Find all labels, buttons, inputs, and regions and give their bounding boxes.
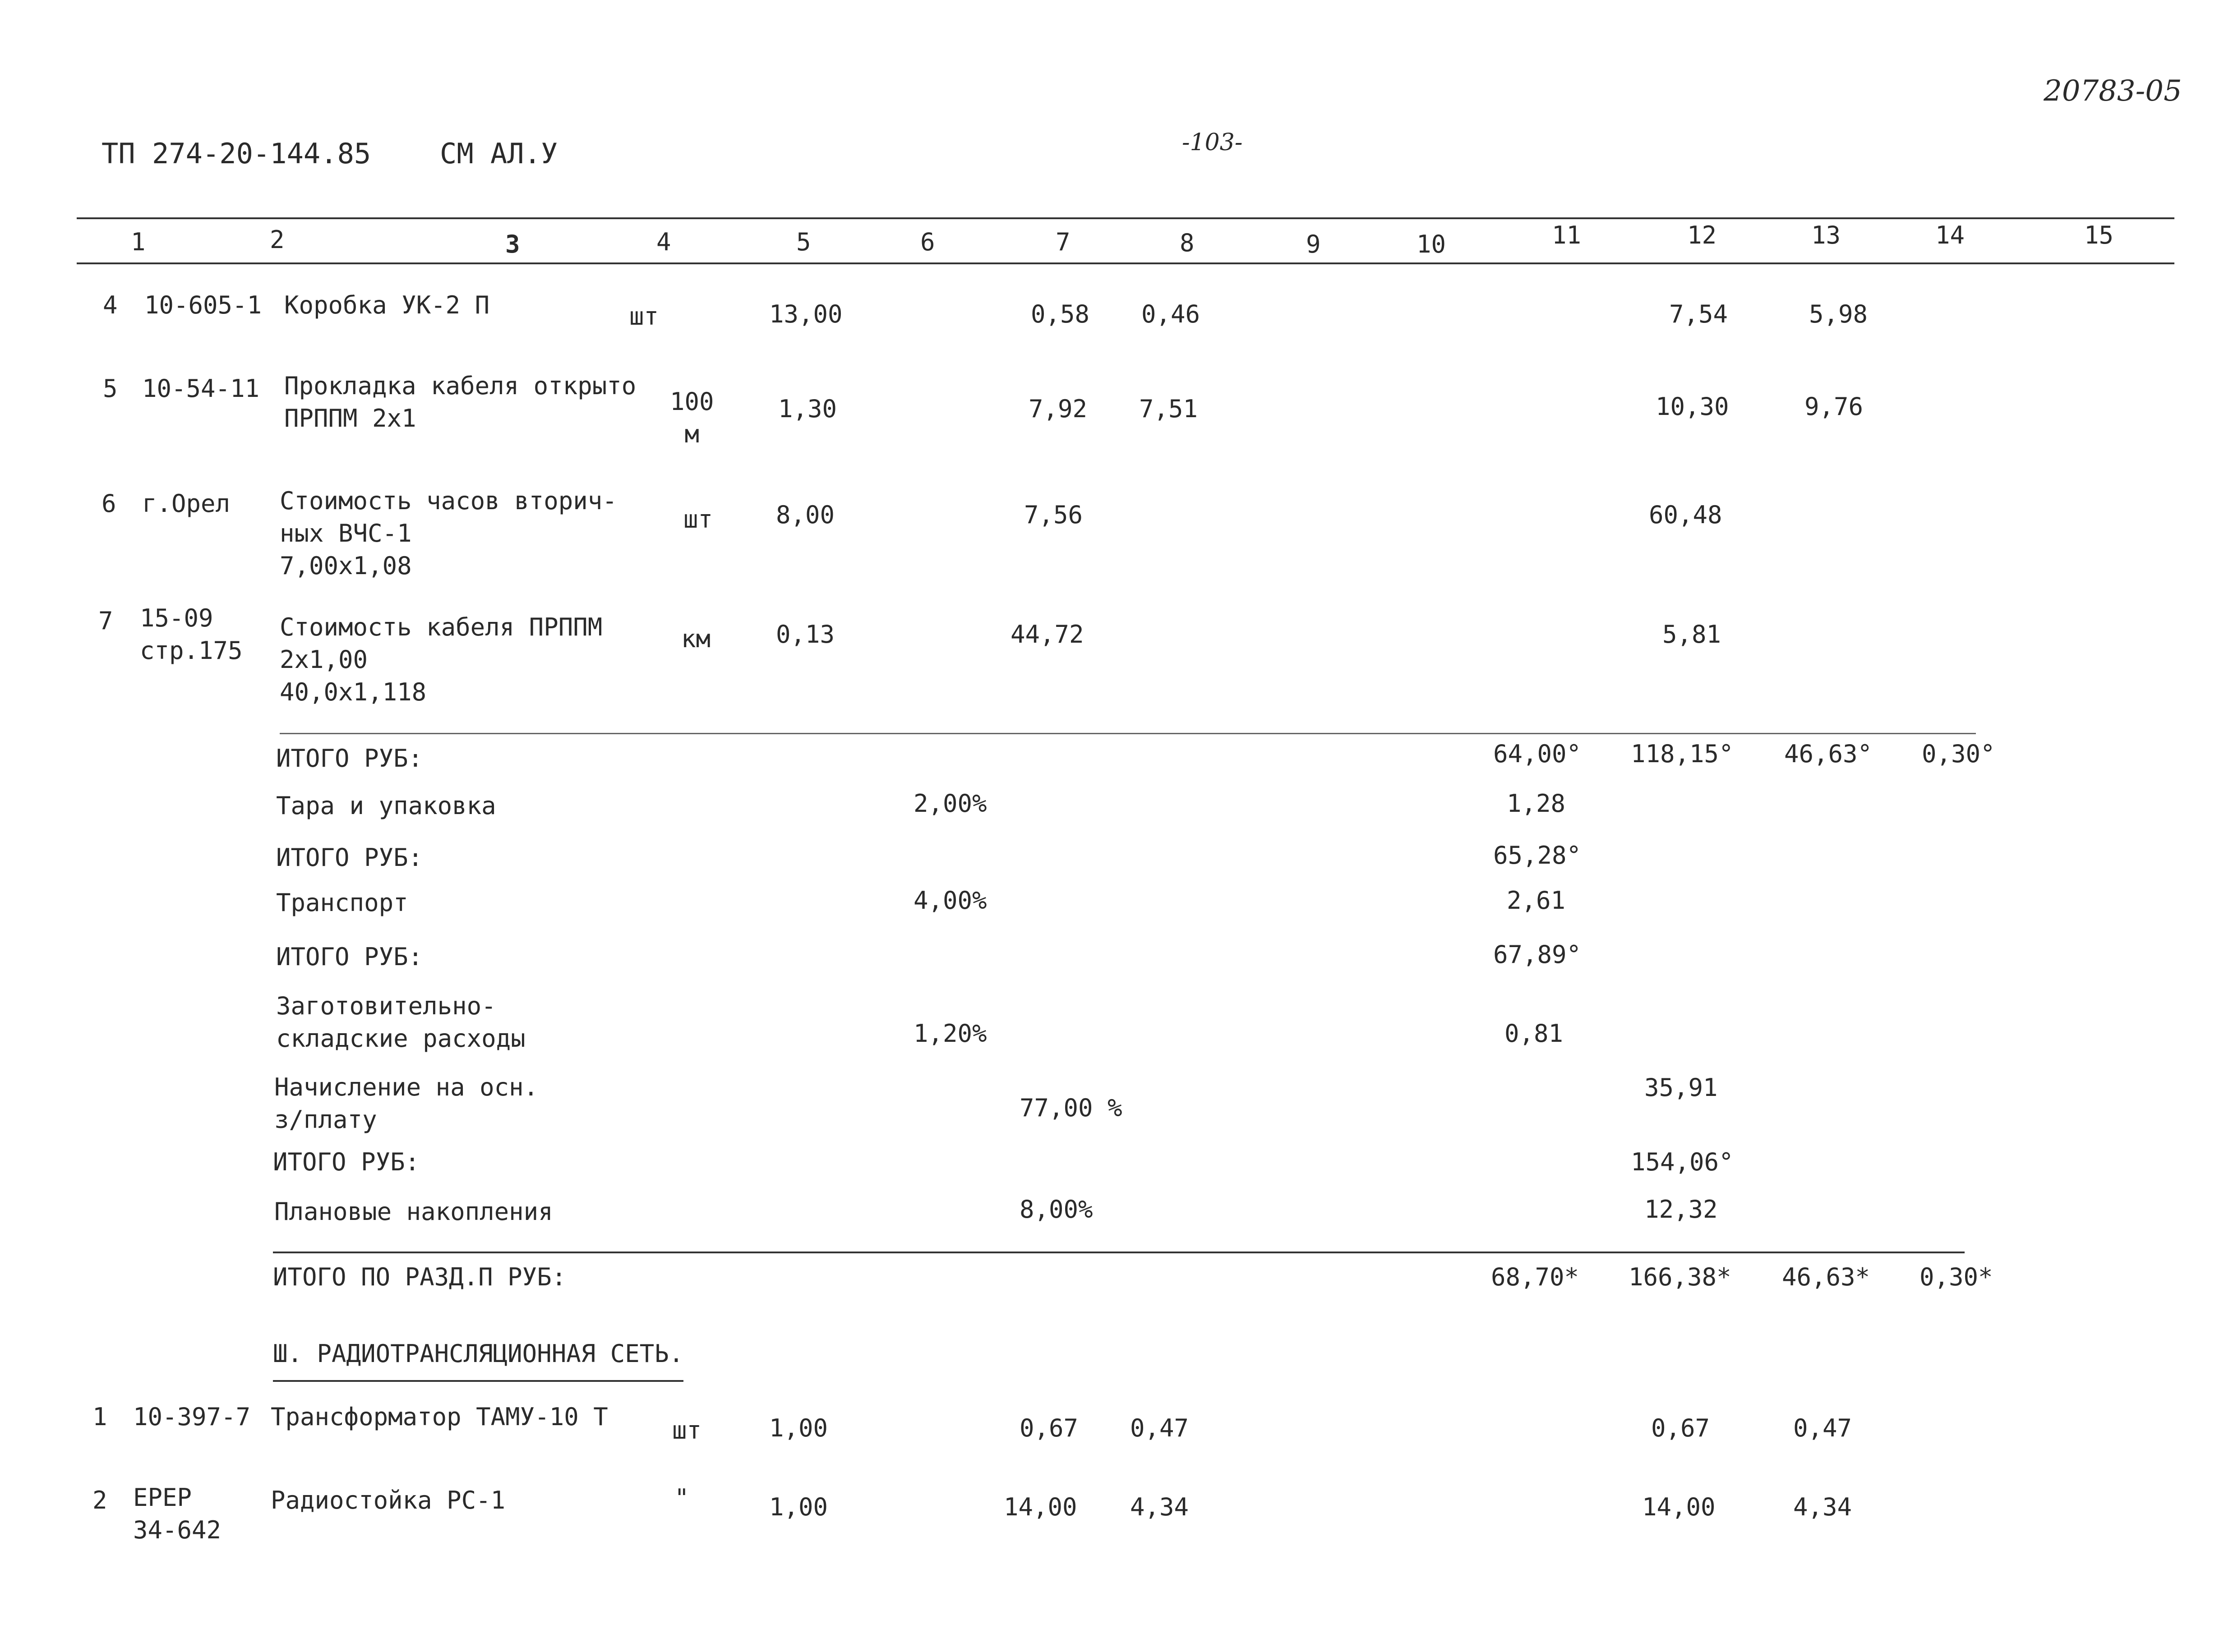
table-row-code: 10-397-7 <box>133 1403 251 1431</box>
table-row-name: Коробка УК-2 П <box>284 291 490 319</box>
summary-col12: 35,91 <box>1644 1073 1718 1102</box>
table-row-col7: 14,00 <box>1004 1493 1077 1521</box>
album-code: СМ АЛ.У <box>440 137 558 170</box>
table-row-col12: 60,48 <box>1649 501 1722 529</box>
summary-col11: 65,28° <box>1493 841 1582 870</box>
table-row-code: ЕРЕР 34-642 <box>133 1483 221 1544</box>
header-bottom-rule <box>77 262 2174 264</box>
table-row-name: Радиостойка РС-1 <box>271 1486 506 1514</box>
summary-col11: 64,00° <box>1493 740 1582 768</box>
table-row-unit: шт <box>629 302 659 331</box>
document-number: 20783-05 <box>2044 74 2182 108</box>
table-row-col12: 10,30 <box>1656 392 1729 421</box>
header-top-rule <box>77 217 2174 219</box>
col-num-3: 3 <box>505 230 520 258</box>
table-row-col7: 7,56 <box>1024 501 1083 529</box>
page-number: -103- <box>1182 129 1243 156</box>
summary-col11: 2,61 <box>1507 886 1566 915</box>
table-row-unit: км <box>681 625 711 653</box>
section-total-col11: 68,70* <box>1491 1263 1579 1291</box>
section-total-col13: 46,63* <box>1782 1263 1870 1291</box>
table-row-col13: 0,47 <box>1793 1414 1852 1442</box>
summary-col14: 0,30° <box>1922 740 1995 768</box>
table-row-qty: 1,00 <box>769 1414 828 1442</box>
summary-col12: 12,32 <box>1644 1195 1718 1224</box>
table-row-unit: шт <box>672 1416 702 1445</box>
col-num-7: 7 <box>1056 228 1071 256</box>
table-row-col7: 44,72 <box>1011 620 1084 649</box>
summary-col12: 118,15° <box>1631 740 1734 768</box>
table-row-qty: 1,30 <box>778 395 837 423</box>
table-row-col7: 7,92 <box>1029 395 1088 423</box>
table-row-code: г.Орел <box>142 489 231 518</box>
col-num-9: 9 <box>1306 230 1321 258</box>
summary-percent: 1,20% <box>914 1019 987 1048</box>
summary-percent: 77,00 % <box>1020 1094 1122 1122</box>
table-row-code: 10-605-1 <box>144 291 262 319</box>
table-row-col8: 7,51 <box>1139 395 1198 423</box>
table-row-col12: 5,81 <box>1662 620 1721 649</box>
summary-label: Начисление на осн. з/плату <box>274 1073 539 1134</box>
subtotal-rule <box>280 733 1976 734</box>
col-num-11: 11 <box>1552 221 1582 249</box>
table-row-name: Трансформатор ТАМУ-10 Т <box>271 1403 608 1431</box>
summary-label: Заготовительно- складские расходы <box>276 992 526 1053</box>
col-num-1: 1 <box>131 228 146 256</box>
summary-percent: 8,00% <box>1020 1195 1093 1224</box>
project-code: ТП 274-20-144.85 <box>102 137 371 170</box>
section-total-label: ИТОГО ПО РАЗД.П РУБ: <box>273 1263 567 1291</box>
summary-percent: 2,00% <box>914 789 987 818</box>
col-num-4: 4 <box>656 228 671 256</box>
table-row-unit: " <box>674 1484 689 1512</box>
table-row-col13: 5,98 <box>1809 300 1868 328</box>
summary-label: ИТОГО РУБ: <box>276 744 423 773</box>
summary-col11: 1,28 <box>1507 789 1566 818</box>
table-row-col8: 4,34 <box>1130 1493 1189 1521</box>
summary-label: ИТОГО РУБ: <box>276 843 423 872</box>
table-row-unit: шт <box>683 505 713 534</box>
section-title: Ш. РАДИОТРАНСЛЯЦИОННАЯ СЕТЬ. <box>273 1339 684 1368</box>
table-row-col12: 14,00 <box>1642 1493 1716 1521</box>
table-row-num: 5 <box>103 374 118 403</box>
summary-col12: 154,06° <box>1631 1148 1734 1176</box>
table-row-num: 1 <box>92 1403 107 1431</box>
summary-label: ИТОГО РУБ: <box>273 1148 420 1176</box>
col-num-15: 15 <box>2084 221 2114 249</box>
table-row-col12: 7,54 <box>1669 300 1728 328</box>
table-row-col8: 0,46 <box>1141 300 1200 328</box>
table-row-qty: 0,13 <box>776 620 835 649</box>
summary-label: Транспорт <box>276 888 408 917</box>
summary-label: Тара и упаковка <box>276 791 496 820</box>
col-num-5: 5 <box>796 228 811 256</box>
col-num-2: 2 <box>270 225 285 254</box>
col-num-6: 6 <box>920 228 935 256</box>
table-row-col7: 0,58 <box>1031 300 1090 328</box>
table-row-code: 10-54-11 <box>142 374 260 403</box>
summary-label: Плановые накопления <box>274 1197 553 1226</box>
section-title-underline <box>273 1380 683 1382</box>
table-row-col13: 4,34 <box>1793 1493 1852 1521</box>
table-row-qty: 13,00 <box>769 300 843 328</box>
summary-col11: 67,89° <box>1493 940 1582 969</box>
col-num-8: 8 <box>1180 229 1195 257</box>
table-row-qty: 8,00 <box>776 501 835 529</box>
table-row-unit: 100 м <box>670 387 714 448</box>
table-row-col8: 0,47 <box>1130 1414 1189 1442</box>
table-row-code: 15-09 стр.175 <box>140 604 243 665</box>
table-row-col12: 0,67 <box>1651 1414 1710 1442</box>
table-row-name: Стоимость часов вторич- ных ВЧС-1 7,00х1,08 <box>280 487 617 580</box>
total-rule <box>273 1252 1965 1253</box>
table-row-name: Стоимость кабеля ПРППМ 2х1,00 40,0х1,118 <box>280 613 603 706</box>
section-total-col12: 166,38* <box>1629 1263 1731 1291</box>
table-row-num: 6 <box>102 489 116 518</box>
col-num-13: 13 <box>1811 221 1841 249</box>
table-row-name: Прокладка кабеля открыто ПРППМ 2х1 <box>284 372 637 433</box>
col-num-12: 12 <box>1687 221 1717 249</box>
table-row-col13: 9,76 <box>1804 392 1864 421</box>
table-row-col7: 0,67 <box>1020 1414 1079 1442</box>
section-total-col14: 0,30* <box>1920 1263 1993 1291</box>
table-row-num: 2 <box>92 1486 107 1514</box>
col-num-14: 14 <box>1935 221 1965 249</box>
table-row-qty: 1,00 <box>769 1493 828 1521</box>
summary-label: ИТОГО РУБ: <box>276 943 423 971</box>
table-row-num: 7 <box>98 607 113 635</box>
summary-percent: 4,00% <box>914 886 987 915</box>
summary-col13: 46,63° <box>1784 740 1873 768</box>
summary-col11: 0,81 <box>1504 1019 1564 1048</box>
table-row-num: 4 <box>103 291 118 319</box>
col-num-10: 10 <box>1417 230 1446 258</box>
